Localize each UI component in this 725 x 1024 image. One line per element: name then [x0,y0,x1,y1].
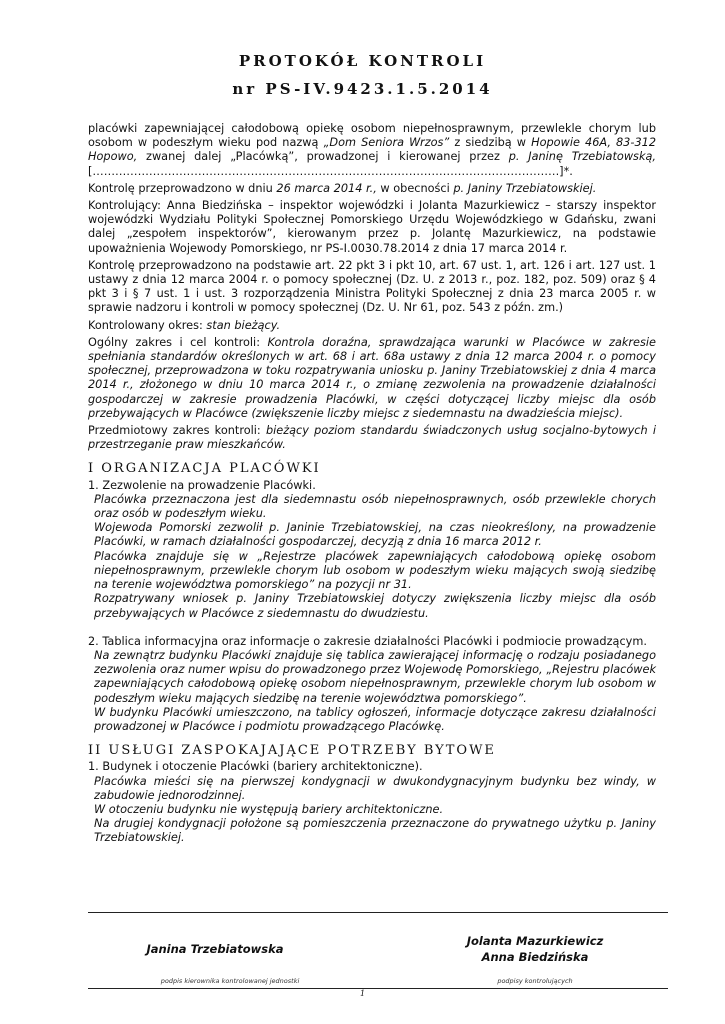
section-2-item-1-line: Placówka mieści się na pierwszej kondygnacji w dwukondygnacyjnym budynku bez windy, w zabudowie jednorodzinnej. [94,774,656,802]
subject-paragraph: Przedmiotowy zakres kontroli: bieżący poziom standardu świadczonych usług socjalno-bytowych i przestrzeganie praw mieszkańców. [88,424,656,452]
section-1-item-1-line: Placówka znajduje się w „Rejestrze placówek zapewniających całodobową opiekę osobom niepełnosprawnym, przewlekle chorym lub osobom w podeszłym wieku mających swoją siedzibę na terenie województwa pomorskiego” na pozycji nr 31. [94,549,656,592]
period-paragraph: Kontrolowany okres: stan bieżący. [88,318,281,332]
section-1-item-2-line: Na zewnątrz budynku Placówki znajduje się tablica zawierającej informację o rodzaju posiadanego zezwolenia oraz numer wpisu do prowadzonego przez Wojewodę Pomorskiego, „Rejestru placówek zapewniających całodobową opiekę osobom niepełnosprawnym, przewlekle chorym lub osobom w podeszłym wieku mających siedzibę na terenie województwa pomorskiego”. [94,648,656,705]
facility-address: Hopowie 46A, 83-312 Hopowo, [88,136,657,164]
protocol-number: nr PS-IV.9423.1.5.2014 [232,80,493,98]
footer-divider [88,912,668,913]
caption-left: podpis kierownika kontrolowanej jednostki [160,977,300,985]
page-number: 1 [359,989,366,998]
section-1-heading: I ORGANIZACJA PLACÓWKI [88,461,321,477]
section-1-item-2-line: W budynku Placówki umieszczono, na tablicy ogłoszeń, informacje dotyczące zakresu działalności prowadzonej w Placówce i podmiotu prowadzącego Placówkę. [94,705,656,733]
controllers-paragraph: Kontrolujący: Anna Biedzińska – inspektor wojewódzki i Jolanta Mazurkiewicz – starszy inspektor wojewódzki Wydziału Polityki Społecznej Pomorskiego Urzędu Wojewódzkiego w Gdańsku, zwani dalej „zespołem inspektorów”, kierowanym przez p. Jolantę Mazurkiewicz, na podstawie upoważnienia Wojewody Pomorskiego, nr PS-I.0030.78.2014 z dnia 17 marca 2014 r. [88,199,656,255]
section-1-item-1-title: 1. Zezwolenie na prowadzenie Placówki. [88,478,316,492]
signature-right-name-1: Jolanta Mazurkiewicz [466,934,604,948]
section-2-item-1-title: 1. Budynek i otoczenie Placówki (bariery architektoniczne). [88,760,423,774]
signature-right-name-2: Anna Biedzińska [481,950,589,964]
section-2-item-1-line: Na drugiej kondygnacji położone są pomieszczenia przeznaczone do prywatnego użytku p. Janiny Trzebiatowskiej. [94,817,656,845]
redaction-mark: […………………………………………………………………………………………………………….]*. [88,164,573,178]
document-body [88,122,656,846]
document-title: PROTOKÓŁ KONTROLI [238,52,487,70]
legal-basis-paragraph: Kontrolę przeprowadzono na podstawie art. 22 pkt 3 i pkt 10, art. 67 ust. 1, art. 126 i art. 127 ust. 1 ustawy z dnia 12 marca 2004 r. o pomocy społecznej (Dz. U. z 2013 r., poz. 182, poz. 509) oraz § 4 pkt 3 i § 7 ust. 1 i ust. 3 rozporządzenia Ministra Polityki Społecznej z dnia 23 marca 2005 r. w sprawie nadzoru i kontroli w pomocy społecznej (Dz. U. Nr 61, poz. 543 z późn. zm.) [88,258,656,315]
facility-owner: p. Janinę Trzebiatowską, [508,150,656,164]
facility-name: „Dom Seniora Wrzos” [323,136,450,150]
scope-paragraph: Ogólny zakres i cel kontroli: Kontrola doraźna, sprawdzająca warunki w Placówce w zakresie spełniania standardów określonych w art. 68 i art. 68a ustawy z dnia 12 marca 2004 r. o pomocy społecznej, przeprowadzona w toku rozpatrywania uniosku p. Janiny Trzebiatowskiej z dnia 4 marca 2014 r., złożonego w dniu 10 marca 2014 r., o zmianę zezwolenia na prowadzenie działalności gospodarczej w zakresie prowadzenia Placówki, w części dotyczącej liczby miejsc dla osób przebywających w Placówce (zwiększenie liczby miejsc z siedemnastu na dwadzieścia miejsc). [88,335,656,420]
caption-right: podpisy kontrolujących [497,977,573,985]
section-1-item-1-line: Wojewoda Pomorski zezwolił p. Janinie Trzebiatowskiej, na czas nieokreślony, na prowadzenie Placówki, w ramach działalności gospodarczej, decyzją z dnia 16 marca 2012 r. [94,521,656,549]
section-1-item-1-line: Rozpatrywany wniosek p. Janiny Trzebiatowskiej dotyczy zwiększenia liczby miejsc dla osób przebywających w Placówce z siedemnastu do dwudziestu. [94,592,656,620]
signature-left: Janina Trzebiatowska [146,942,284,956]
signature-right [440,933,630,965]
section-1-item-1-line: Placówka przeznaczona jest dla siedemnastu osób niepełnosprawnych, osób przewlekle chorych oraz osób w podeszłym wieku. [94,492,656,521]
intro-paragraph: placówki zapewniającej całodobową opiekę osobom niepełnosprawnym, przewlekle chorym lub osobom w podeszłym wieku pod nazwą „Dom Seniora Wrzos” z siedzibą w Hopowie 46A, 83-312 Hopowo, zwanej dalej „Placówką”, prowadzonej i kierowanej przez p. Janinę Trzebiatowską, […………………………………………………………………………………………………………….]*. [88,122,657,178]
section-1-item-2-title: 2. Tablica informacyjna oraz informacje o zakresie działalności Placówki i podmiocie prowadzącym. [88,634,647,648]
section-2-item-1-line: W otoczeniu budynku nie występują bariery architektoniczne. [94,802,444,816]
control-date-paragraph: Kontrolę przeprowadzono w dniu 26 marca 2014 r., w obecności p. Janiny Trzebiatowskiej. [88,181,597,195]
spacer [88,621,656,635]
section-2-heading: II USŁUGI ZASPOKAJAJĄCE POTRZEBY BYTOWE [88,743,496,759]
